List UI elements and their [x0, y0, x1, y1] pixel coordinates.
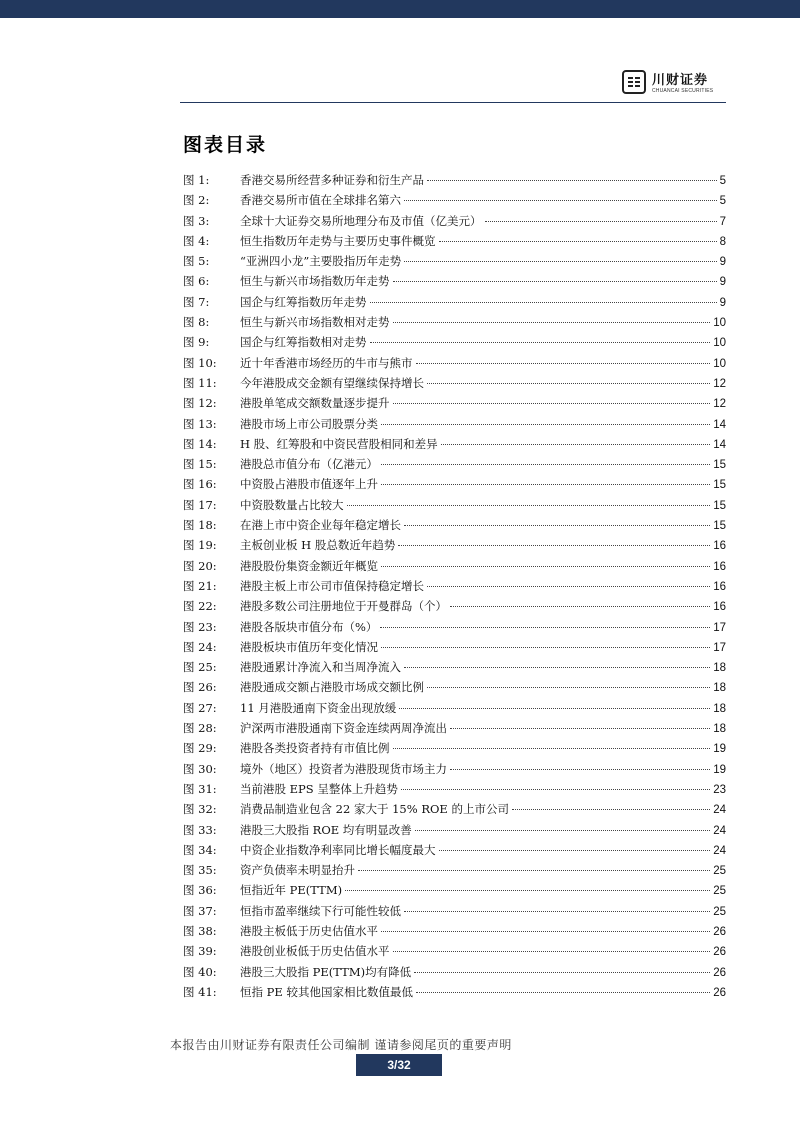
toc-page-number: 18: [713, 682, 726, 695]
toc-entry[interactable]: [183, 456, 726, 476]
toc-entry[interactable]: [183, 659, 726, 679]
toc-dot-leader: [416, 992, 710, 993]
toc-page-number: 19: [713, 743, 726, 756]
toc-entry[interactable]: [183, 273, 726, 293]
toc-dot-leader: [345, 890, 710, 891]
logo-name: 川财证券: [652, 73, 709, 88]
toc-figure-label: 图 3:: [183, 213, 210, 228]
toc-caption: 香港交易所市值在全球排名第六: [240, 193, 401, 208]
company-logo: [622, 68, 732, 102]
toc-caption: 主板创业板 H 股总数近年趋势: [240, 538, 396, 553]
toc-caption: 消费品制造业包含 22 家大于 15% ROE 的上市公司: [240, 802, 509, 817]
toc-caption: “亚洲四小龙”主要股指历年走势: [240, 254, 402, 269]
toc-figure-label: 图 25:: [183, 660, 217, 675]
toc-entry[interactable]: [183, 639, 726, 659]
toc-caption: 全球十大证券交易所地理分布及市值（亿美元）: [240, 213, 482, 228]
toc-entry[interactable]: [183, 822, 726, 842]
toc-page-number: 17: [713, 641, 726, 654]
toc-figure-label: 图 15:: [183, 457, 217, 472]
toc-dot-leader: [404, 261, 716, 262]
toc-page-number: 12: [713, 398, 726, 411]
toc-caption: 资产负债率未明显抬升: [240, 863, 355, 878]
toc-caption: 港股各类投资者持有市值比例: [240, 741, 390, 756]
toc-figure-label: 图 1:: [183, 173, 210, 187]
toc-caption: 港股板块市值历年变化情况: [240, 639, 378, 654]
toc-dot-leader: [393, 748, 711, 749]
toc-entry[interactable]: [183, 903, 726, 923]
toc-figure-label: 图 36:: [183, 883, 217, 898]
toc-entry[interactable]: [183, 943, 726, 963]
toc-entry[interactable]: [183, 964, 726, 984]
toc-page-number: 25: [713, 905, 726, 918]
toc-page-number: 25: [713, 865, 726, 878]
toc-page-number: 24: [713, 824, 726, 837]
toc-dot-leader: [381, 424, 710, 425]
toc-caption: 中资企业指数净利率同比增长幅度最大: [240, 842, 436, 857]
logo-badge-icon: [622, 70, 646, 94]
toc-dot-leader: [381, 566, 710, 567]
toc-caption: 恒生与新兴市场指数历年走势: [240, 274, 390, 289]
toc-figure-label: 图 4:: [183, 233, 210, 248]
toc-entry[interactable]: [183, 497, 726, 517]
toc-figure-label: 图 9:: [183, 335, 210, 350]
toc-entry[interactable]: [183, 761, 726, 781]
toc-caption: H 股、红筹股和中资民营股相同和差异: [240, 436, 438, 451]
toc-entry[interactable]: [183, 842, 726, 862]
toc-dot-leader: [399, 708, 710, 709]
toc-entry[interactable]: [183, 720, 726, 740]
toc-dot-leader: [404, 200, 717, 201]
toc-dot-leader: [381, 464, 710, 465]
header-rule: [180, 102, 726, 103]
toc-dot-leader: [404, 667, 710, 668]
toc-page-number: 10: [713, 357, 726, 370]
toc-figure-label: 图 11:: [183, 375, 217, 390]
toc-entry[interactable]: [183, 558, 726, 578]
toc-caption: 中资股数量占比较大: [240, 497, 344, 512]
toc-page-number: 18: [713, 723, 726, 736]
toc-figure-label: 图 16:: [183, 477, 217, 492]
toc-entry[interactable]: [183, 375, 726, 395]
toc-caption: 港股单笔成交额数量逐步提升: [240, 396, 390, 411]
footer-disclaimer: 本报告由川财证券有限责任公司编制 谨请参阅尾页的重要声明: [170, 1038, 512, 1052]
toc-page-number: 16: [713, 560, 726, 573]
toc-page-number: 24: [713, 844, 726, 857]
toc-figure-label: 图 20:: [183, 558, 217, 573]
top-band: [0, 0, 800, 18]
toc-caption: 香港交易所经营多种证券和衍生产品: [240, 173, 424, 187]
toc-page-number: 16: [713, 540, 726, 553]
toc-entry[interactable]: [183, 355, 726, 375]
page-number: 3/32: [356, 1054, 442, 1076]
toc-entry[interactable]: [183, 436, 726, 456]
toc-page-number: 10: [713, 317, 726, 330]
toc-caption: 中资股占港股市值逐年上升: [240, 477, 378, 492]
toc-caption: 港股通累计净流入和当周净流入: [240, 660, 401, 675]
toc-page-number: 15: [713, 459, 726, 472]
toc-caption: 国企与红筹指数历年走势: [240, 294, 367, 309]
toc-dot-leader: [414, 972, 710, 973]
toc-dot-leader: [404, 911, 710, 912]
toc-figure-label: 图 38:: [183, 923, 217, 938]
toc-figure-label: 图 39:: [183, 944, 217, 959]
toc-entry[interactable]: [183, 233, 726, 253]
toc-dot-leader: [370, 342, 711, 343]
toc-caption: 境外（地区）投资者为港股现货市场主力: [240, 761, 447, 776]
toc-page-number: 5: [719, 195, 726, 208]
toc-dot-leader: [450, 769, 710, 770]
toc-dot-leader: [393, 322, 711, 323]
toc-figure-label: 图 18:: [183, 518, 217, 533]
toc-figure-label: 图 41:: [183, 984, 217, 999]
toc-dot-leader: [393, 951, 711, 952]
toc-dot-leader: [370, 302, 717, 303]
toc-figure-label: 图 40:: [183, 964, 217, 979]
toc-caption: 当前港股 EPS 呈整体上升趋势: [240, 781, 398, 796]
toc-figure-label: 图 7:: [183, 294, 210, 309]
toc-page-number: 26: [713, 966, 726, 979]
toc-figure-label: 图 24:: [183, 639, 217, 654]
toc-dot-leader: [450, 728, 710, 729]
toc-dot-leader: [401, 789, 710, 790]
toc-figure-label: 图 32:: [183, 802, 217, 817]
toc-caption: 港股多数公司注册地位于开曼群岛（个）: [240, 599, 447, 614]
toc-figure-label: 图 2:: [183, 193, 210, 208]
figure-toc: [183, 172, 726, 1004]
toc-figure-label: 图 22:: [183, 599, 217, 614]
toc-figure-label: 图 14:: [183, 436, 217, 451]
toc-page-number: 9: [719, 256, 726, 269]
toc-dot-leader: [512, 809, 710, 810]
toc-entry[interactable]: [183, 334, 726, 354]
toc-page-number: 15: [713, 479, 726, 492]
toc-page-number: 10: [713, 337, 726, 350]
toc-figure-label: 图 27:: [183, 700, 217, 715]
toc-entry[interactable]: [183, 781, 726, 801]
toc-entry[interactable]: [183, 192, 726, 212]
toc-figure-label: 图 31:: [183, 781, 217, 796]
toc-page-number: 16: [713, 601, 726, 614]
toc-page-number: 9: [719, 296, 726, 309]
toc-entry[interactable]: [183, 395, 726, 415]
toc-caption: 近十年香港市场经历的牛市与熊市: [240, 355, 413, 370]
toc-caption: 港股创业板低于历史估值水平: [240, 944, 390, 959]
toc-dot-leader: [439, 850, 711, 851]
toc-page-number: 9: [719, 276, 726, 289]
toc-figure-label: 图 21:: [183, 578, 217, 593]
toc-caption: 国企与红筹指数相对走势: [240, 335, 367, 350]
toc-entry[interactable]: [183, 294, 726, 314]
toc-entry[interactable]: [183, 213, 726, 233]
toc-entry[interactable]: [183, 700, 726, 720]
toc-caption: 港股股份集资金额近年概览: [240, 558, 378, 573]
toc-caption: 恒指近年 PE(TTM): [240, 883, 343, 898]
toc-page-number: 25: [713, 885, 726, 898]
toc-dot-leader: [439, 241, 717, 242]
toc-page-number: 23: [713, 783, 726, 796]
toc-dot-leader: [393, 403, 711, 404]
toc-page-number: 14: [713, 438, 726, 451]
toc-page-number: 24: [713, 804, 726, 817]
toc-dot-leader: [358, 870, 710, 871]
toc-figure-label: 图 28:: [183, 721, 217, 736]
toc-dot-leader: [380, 627, 710, 628]
page-title: 图表目录: [183, 134, 268, 156]
toc-caption: 港股总市值分布（亿港元）: [240, 457, 378, 472]
logo-subtitle: CHUANCAI SECURITIES: [652, 88, 714, 94]
toc-dot-leader: [427, 383, 710, 384]
toc-page-number: 5: [719, 175, 726, 187]
toc-caption: 港股通成交额占港股市场成交额比例: [240, 680, 424, 695]
toc-figure-label: 图 19:: [183, 538, 217, 553]
toc-entry[interactable]: [183, 862, 726, 882]
toc-dot-leader: [416, 363, 711, 364]
toc-page-number: 18: [713, 702, 726, 715]
toc-caption: 在港上市中资企业每年稳定增长: [240, 518, 401, 533]
toc-page-number: 18: [713, 662, 726, 675]
toc-entry[interactable]: [183, 740, 726, 760]
toc-figure-label: 图 5:: [183, 254, 210, 269]
toc-entry[interactable]: [183, 537, 726, 557]
toc-page-number: 8: [719, 235, 726, 248]
toc-figure-label: 图 12:: [183, 396, 217, 411]
toc-figure-label: 图 17:: [183, 497, 217, 512]
toc-caption: 港股各版块市值分布（%）: [240, 619, 378, 634]
toc-entry[interactable]: [183, 882, 726, 902]
toc-dot-leader: [427, 180, 717, 181]
toc-dot-leader: [398, 545, 710, 546]
toc-page-number: 15: [713, 499, 726, 512]
toc-figure-label: 图 35:: [183, 863, 217, 878]
toc-entry[interactable]: [183, 923, 726, 943]
toc-figure-label: 图 10:: [183, 355, 217, 370]
toc-page-number: 26: [713, 925, 726, 938]
toc-dot-leader: [427, 586, 710, 587]
toc-entry[interactable]: [183, 801, 726, 821]
toc-caption: 恒生与新兴市场指数相对走势: [240, 315, 390, 330]
toc-dot-leader: [393, 281, 717, 282]
toc-figure-label: 图 13:: [183, 416, 217, 431]
toc-caption: 港股主板上市公司市值保持稳定增长: [240, 578, 424, 593]
toc-dot-leader: [441, 444, 711, 445]
toc-figure-label: 图 34:: [183, 842, 217, 857]
toc-figure-label: 图 30:: [183, 761, 217, 776]
toc-dot-leader: [450, 606, 710, 607]
toc-dot-leader: [427, 687, 710, 688]
toc-caption: 港股三大股指 ROE 均有明显改善: [240, 822, 412, 837]
toc-dot-leader: [404, 525, 710, 526]
toc-page-number: 12: [713, 377, 726, 390]
toc-figure-label: 图 33:: [183, 822, 217, 837]
toc-figure-label: 图 23:: [183, 619, 217, 634]
toc-entry[interactable]: [183, 416, 726, 436]
toc-caption: 港股三大股指 PE(TTM)均有降低: [240, 964, 412, 979]
toc-page-number: 16: [713, 580, 726, 593]
toc-dot-leader: [381, 484, 710, 485]
toc-caption: 港股主板低于历史估值水平: [240, 923, 378, 938]
toc-dot-leader: [347, 505, 711, 506]
toc-dot-leader: [381, 931, 710, 932]
toc-dot-leader: [485, 221, 717, 222]
toc-entry[interactable]: [183, 517, 726, 537]
toc-entry[interactable]: [183, 172, 726, 192]
toc-dot-leader: [415, 830, 710, 831]
toc-entry[interactable]: [183, 679, 726, 699]
toc-caption: 恒指 PE 较其他国家相比数值最低: [240, 984, 413, 999]
toc-figure-label: 图 8:: [183, 315, 210, 330]
toc-page-number: 14: [713, 418, 726, 431]
toc-page-number: 7: [719, 215, 726, 228]
toc-entry[interactable]: [183, 578, 726, 598]
toc-caption: 今年港股成交金额有望继续保持增长: [240, 375, 424, 390]
toc-caption: 港股市场上市公司股票分类: [240, 416, 378, 431]
toc-figure-label: 图 26:: [183, 680, 217, 695]
toc-page-number: 26: [713, 986, 726, 999]
toc-page-number: 26: [713, 946, 726, 959]
toc-page-number: 17: [713, 621, 726, 634]
toc-entry[interactable]: [183, 984, 726, 1004]
toc-entry[interactable]: [183, 598, 726, 618]
toc-page-number: 15: [713, 520, 726, 533]
toc-caption: 11 月港股通南下资金出现放缓: [240, 700, 397, 715]
toc-figure-label: 图 6:: [183, 274, 210, 289]
toc-entry[interactable]: [183, 619, 726, 639]
toc-caption: 恒生指数历年走势与主要历史事件概览: [240, 233, 436, 248]
toc-page-number: 19: [713, 763, 726, 776]
toc-entry[interactable]: [183, 314, 726, 334]
toc-entry[interactable]: [183, 253, 726, 273]
toc-dot-leader: [381, 647, 710, 648]
toc-figure-label: 图 29:: [183, 741, 217, 756]
toc-caption: 恒指市盈率继续下行可能性较低: [240, 903, 401, 918]
toc-entry[interactable]: [183, 476, 726, 496]
toc-caption: 沪深两市港股通南下资金连续两周净流出: [240, 721, 447, 736]
toc-figure-label: 图 37:: [183, 903, 217, 918]
